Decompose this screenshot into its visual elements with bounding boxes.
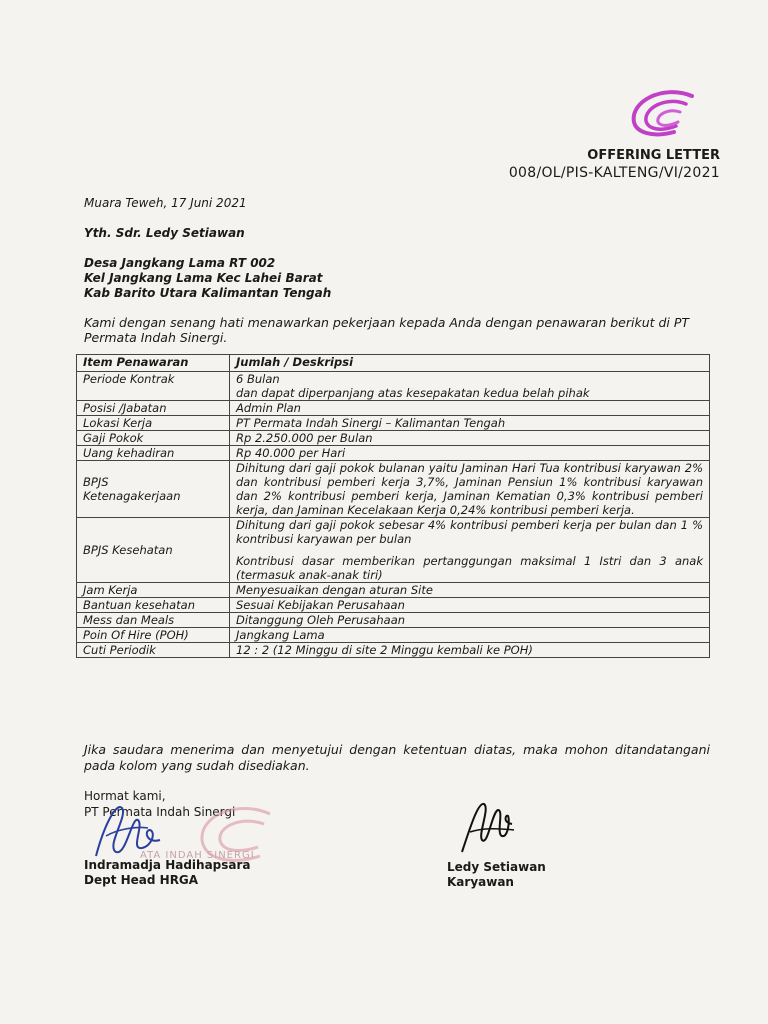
row-label: Bantuan kesehatan	[77, 598, 230, 613]
left-signer	[84, 858, 251, 888]
row-value: PT Permata Indah Sinergi – Kalimantan Tengah	[230, 416, 710, 431]
row-label-line: Ketenagakerjaan	[83, 489, 181, 503]
recipient-name: Yth. Sdr. Ledy Setiawan	[84, 226, 245, 240]
offer-table	[76, 354, 710, 658]
table-row	[77, 372, 710, 401]
row-label: Posisi /Jabatan	[77, 401, 230, 416]
row-label: Cuti Periodik	[77, 643, 230, 658]
table-row	[77, 613, 710, 628]
right-signature-icon	[448, 794, 528, 858]
row-label: Gaji Pokok	[77, 431, 230, 446]
row-value	[230, 372, 710, 401]
table-header-row	[77, 355, 710, 372]
row-value-line: 6 Bulan	[236, 372, 280, 386]
row-value: Menyesuaikan dengan aturan Site	[230, 583, 710, 598]
right-signer-title: Karyawan	[447, 875, 514, 889]
row-value: Sesuai Kebijakan Perusahaan	[230, 598, 710, 613]
row-value: Ditanggung Oleh Perusahaan	[230, 613, 710, 628]
recipient-address	[84, 256, 331, 301]
row-label: Mess dan Meals	[77, 613, 230, 628]
address-line: Desa Jangkang Lama RT 002	[84, 256, 276, 270]
row-label: BPJS Kesehatan	[77, 518, 230, 583]
row-value: Admin Plan	[230, 401, 710, 416]
row-label: Poin Of Hire (POH)	[77, 628, 230, 643]
row-label	[77, 461, 230, 518]
table-row	[77, 461, 710, 518]
row-label: Uang kehadiran	[77, 446, 230, 461]
table-row	[77, 416, 710, 431]
row-value-line: dan dapat diperpanjang atas kesepakatan kedua belah pihak	[236, 386, 590, 400]
table-row	[77, 643, 710, 658]
table-row	[77, 583, 710, 598]
table-row	[77, 598, 710, 613]
table-row	[77, 401, 710, 416]
left-signature-icon	[86, 796, 176, 866]
intro-paragraph: Kami dengan senang hati menawarkan pekerjaan kepada Anda dengan penawaran berikut di PT Permata Indah Sinergi.	[84, 315, 690, 345]
left-signer-title: Dept Head HRGA	[84, 873, 199, 887]
letter-date: Muara Teweh, 17 Juni 2021	[84, 196, 247, 210]
row-label: Jam Kerja	[77, 583, 230, 598]
row-value: Dihitung dari gaji pokok bulanan yaitu Jaminan Hari Tua kontribusi karyawan 2% dan kontribusi pemberi kerja 3,7%, Jaminan Pensiun 1% kontribusi karyawan dan 2% kontribusi pemberi kerja, Jaminan Kematian 0,3% kontribusi pemberi kerja, dan Jaminan Kecelakaan Kerja 0,24% kontribusi pemberi kerja.	[230, 461, 710, 518]
address-line: Kab Barito Utara Kalimantan Tengah	[84, 286, 332, 300]
document-title: OFFERING LETTER	[587, 148, 720, 163]
signoff-greeting: Hormat kami,	[84, 789, 166, 803]
left-signer-name: Indramadja Hadihapsara	[84, 858, 251, 872]
right-signer-name: Ledy Setiawan	[447, 860, 546, 874]
signoff-company: PT Permata Indah Sinergi	[84, 805, 236, 819]
header-item: Item Penawaran	[77, 355, 230, 372]
stamp-text: ATA INDAH SINERGI	[140, 850, 255, 861]
row-value: Rp 2.250.000 per Bulan	[230, 431, 710, 446]
row-value: Jangkang Lama	[230, 628, 710, 643]
right-signer	[447, 860, 546, 890]
company-logo-icon	[622, 88, 702, 140]
closing-paragraph: Jika saudara menerima dan menyetujui dengan ketentuan diatas, maka mohon ditandatangani pada kolom yang sudah disediakan.	[84, 742, 710, 773]
header-description: Jumlah / Deskripsi	[230, 355, 710, 372]
row-value: Rp 40.000 per Hari	[230, 446, 710, 461]
document-number: 008/OL/PIS-KALTENG/VI/2021	[508, 165, 720, 181]
row-value-paragraph: Dihitung dari gaji pokok sebesar 4% kontribusi pemberi kerja per bulan dan 1 % kontribusi karyawan per bulan	[236, 518, 703, 546]
row-label-line: BPJS	[83, 475, 109, 489]
row-value-paragraph: Kontribusi dasar memberikan pertanggungan maksimal 1 Istri dan 3 anak (termasuk anak-anak tiri)	[236, 554, 703, 582]
table-row	[77, 446, 710, 461]
table-row	[77, 628, 710, 643]
table-row	[77, 518, 710, 583]
row-label: Periode Kontrak	[77, 372, 230, 401]
row-value: 12 : 2 (12 Minggu di site 2 Minggu kembali ke POH)	[230, 643, 710, 658]
address-line: Kel Jangkang Lama Kec Lahei Barat	[84, 271, 323, 285]
row-label: Lokasi Kerja	[77, 416, 230, 431]
table-row	[77, 431, 710, 446]
row-value	[230, 518, 710, 583]
